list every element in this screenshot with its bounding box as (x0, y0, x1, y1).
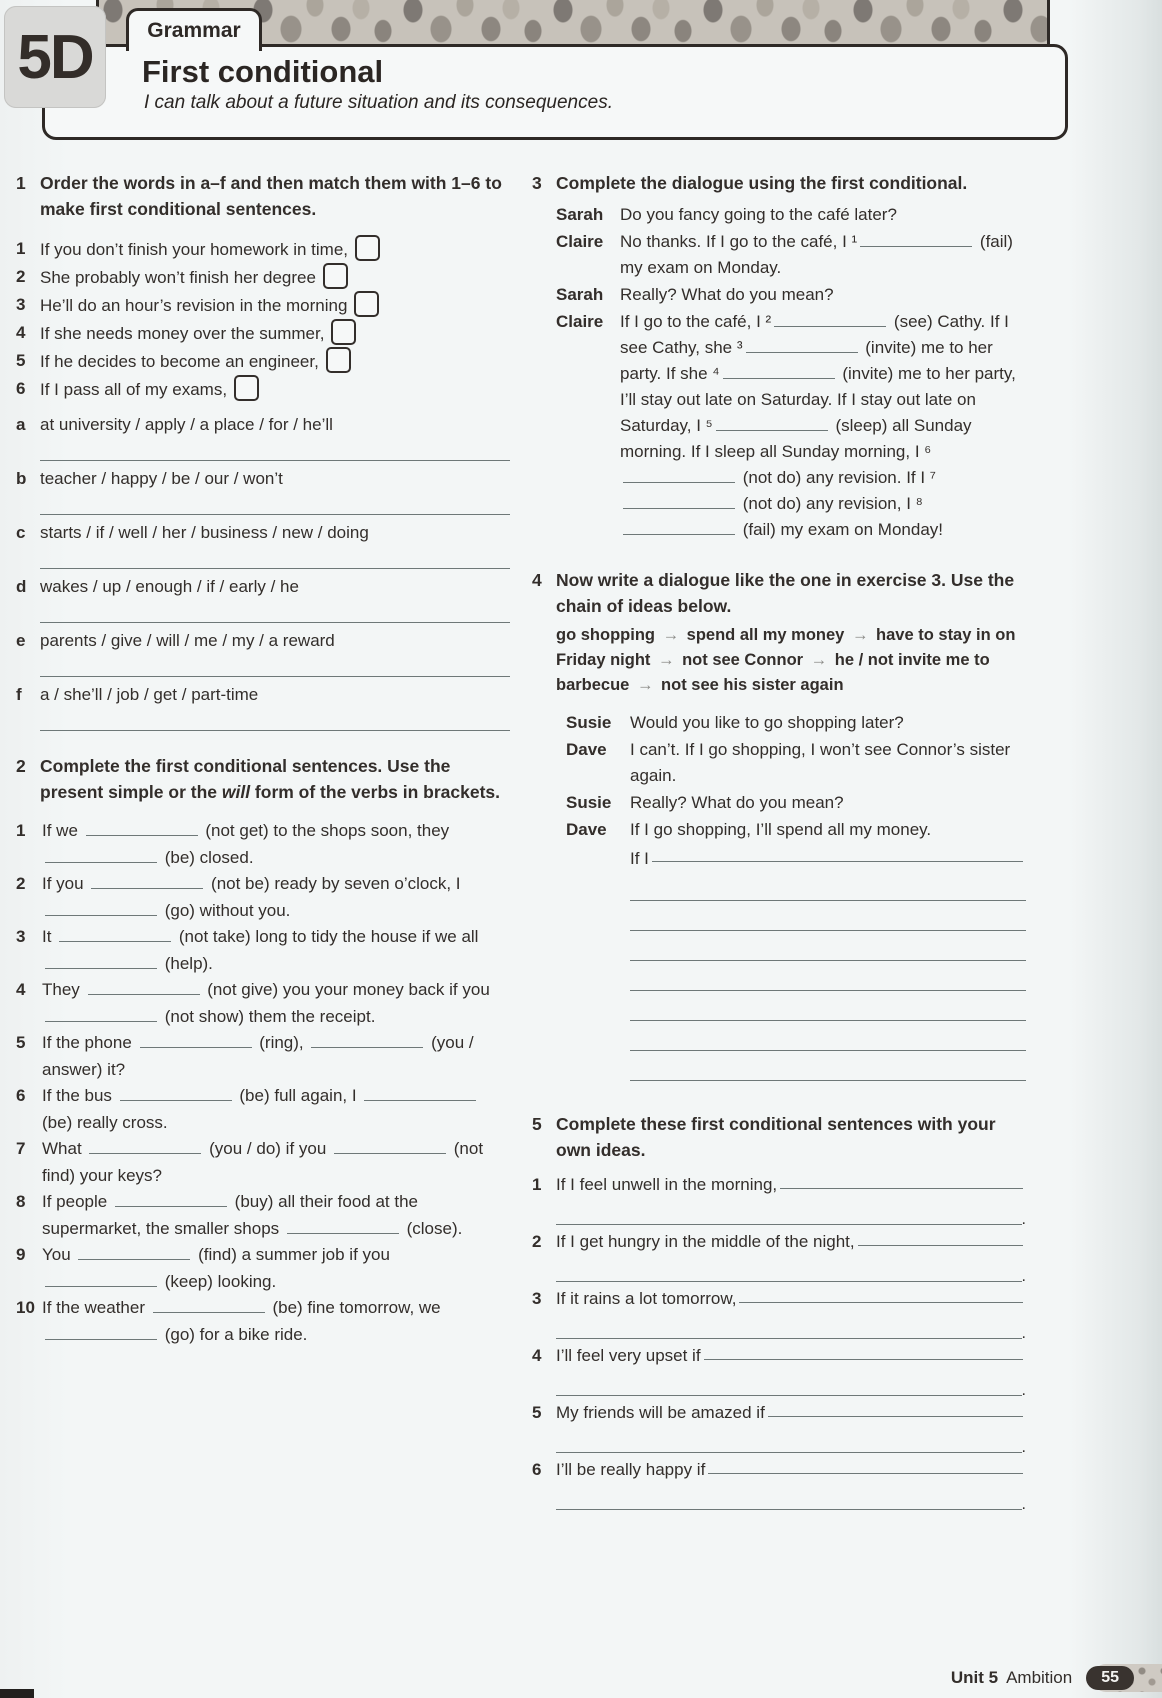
item-text (40, 375, 510, 403)
left-column (16, 170, 510, 1348)
gap-fill-item (16, 1083, 510, 1136)
match-item (16, 375, 510, 403)
scrambled-words: parents / give / will / me / my / a reward (40, 631, 335, 650)
gap-fill-item (16, 1295, 510, 1348)
fill-in-blank[interactable] (780, 1171, 1023, 1189)
right-column (532, 170, 1026, 1513)
item-letter: b (16, 469, 27, 488)
item-number: 3 (532, 1289, 542, 1308)
item-first-line (532, 1228, 1026, 1255)
instr-post: form of the verbs in brackets. (250, 782, 500, 802)
item-number: 7 (16, 1139, 26, 1158)
writing-first-line (630, 847, 1026, 871)
dialogue-turn (556, 309, 1026, 543)
answer-box[interactable] (354, 291, 379, 317)
item-text: You (find) a summer job if you (keep) looking. (42, 1245, 390, 1291)
fill-in-blank[interactable] (45, 954, 157, 969)
scramble-wrap (40, 519, 510, 573)
writing-line[interactable] (630, 961, 1026, 991)
scrambled-item (16, 573, 510, 627)
item-number: 6 (16, 1086, 26, 1105)
line-end-period: . (1021, 1211, 1026, 1228)
item-number: 1 (16, 821, 26, 840)
item-second-line (556, 1198, 1026, 1228)
item-text: If the weather (be) fine tomorrow, we (go) for a bike ride. (42, 1298, 441, 1344)
speech-text: If I go to the café, I ² (see) Cathy. If I see Cathy, she ³ (invite) me to her party. If she ⁴ (invite) me to her party, I’ll stay out late on Saturday. If I stay out late on Saturday, I ⁵ (sleep) all Sunday morning. If I sleep all Sunday morning, I ⁶ (not do) any revision. If I ⁷ (not do) any revision, I ⁸ (fail) my exam on Monday! (620, 312, 1016, 539)
item-first-line (532, 1456, 1026, 1483)
item-number: 1 (16, 239, 26, 258)
exercise-2 (16, 753, 510, 1348)
line-end-period: . (1021, 1382, 1026, 1399)
fill-in-blank[interactable] (716, 416, 828, 431)
scrambled-items (16, 411, 510, 735)
dialogue (566, 710, 1026, 843)
item-number: 6 (532, 1460, 542, 1479)
fill-in-blank[interactable] (746, 338, 858, 353)
fill-in-blank[interactable] (89, 1139, 201, 1154)
page-number-badge: 55 (1086, 1666, 1134, 1690)
item-text (40, 235, 510, 263)
speech-text: I can’t. If I go shopping, I won’t see Connor’s sister again. (630, 740, 1011, 785)
answer-line[interactable] (40, 600, 510, 623)
dialogue-turn (566, 710, 1026, 736)
item-text (40, 347, 510, 375)
sentence-start: If she needs money over the summer, (40, 324, 325, 343)
sentence-start: My friends will be amazed if (556, 1403, 765, 1422)
item-letter: f (16, 685, 22, 704)
answer-line[interactable] (556, 1508, 1022, 1510)
dialogue-turn (566, 817, 1026, 843)
item-second-line (556, 1483, 1026, 1513)
writing-area (630, 847, 1026, 1081)
item-number: 8 (16, 1192, 26, 1211)
match-item (16, 347, 510, 375)
answer-line[interactable] (40, 654, 510, 677)
fill-in-blank[interactable] (723, 364, 835, 379)
item-number: 5 (16, 1033, 26, 1052)
writing-line[interactable] (630, 871, 1026, 901)
fill-in-blank[interactable] (91, 874, 203, 889)
scrambled-words: wakes / up / enough / if / early / he (40, 577, 299, 596)
fill-in-blank[interactable] (768, 1399, 1023, 1417)
speech-text: If I go shopping, I’ll spend all my money. (630, 820, 932, 839)
section-tab-label: Grammar (147, 19, 241, 42)
exercise-instructions: Complete these first conditional sentences with your own ideas. (556, 1114, 996, 1160)
own-ideas-item (532, 1399, 1026, 1456)
item-number: 2 (16, 267, 26, 286)
fill-in-blank[interactable] (652, 847, 1023, 862)
match-item (16, 263, 510, 291)
line-end-period: . (1021, 1325, 1026, 1342)
fill-in-blank[interactable] (708, 1456, 1023, 1474)
exercise-5 (532, 1111, 1026, 1513)
scrambled-words: a / she’ll / job / get / part-time (40, 685, 259, 704)
instr-italic-word: will (221, 782, 251, 802)
fill-in-blank[interactable] (115, 1192, 227, 1207)
answer-line[interactable] (40, 438, 510, 461)
fill-in-blank[interactable] (623, 494, 735, 509)
exercise-number: 4 (532, 570, 542, 590)
item-second-line (556, 1426, 1026, 1456)
dialogue-turn (556, 229, 1026, 281)
item-number: 1 (532, 1175, 542, 1194)
scramble-wrap (40, 573, 510, 627)
fill-in-blank[interactable] (623, 468, 735, 483)
sentence-start: I’ll feel very upset if (556, 1346, 701, 1365)
answer-line[interactable] (556, 1223, 1022, 1225)
gap-fill-item (16, 1189, 510, 1242)
item-number: 4 (16, 323, 26, 342)
exercise-instructions (40, 753, 510, 805)
unit-code: 5D (17, 22, 93, 92)
scrambled-item (16, 465, 510, 519)
own-ideas-item (532, 1228, 1026, 1285)
item-text: They (not give) you your money back if you (not show) them the receipt. (42, 980, 490, 1026)
writing-lead: If I (630, 849, 649, 868)
item-second-line (556, 1255, 1026, 1285)
speaker-name: Susie (566, 713, 612, 732)
own-ideas-item (532, 1285, 1026, 1342)
answer-box[interactable] (234, 375, 259, 401)
arrow-icon: → (662, 626, 680, 644)
writing-line[interactable] (630, 1051, 1026, 1081)
exercise-instructions: Complete the dialogue using the first conditional. (556, 173, 968, 193)
item-text: What (you / do) if you (not find) your keys? (42, 1139, 484, 1185)
item-letter: d (16, 577, 27, 596)
sentence-start: If I feel unwell in the morning, (556, 1175, 778, 1194)
item-text (40, 291, 510, 319)
fill-in-blank[interactable] (364, 1086, 476, 1101)
dialogue-turn (566, 790, 1026, 816)
footer-unit-label: Unit 5 (950, 1668, 999, 1687)
arrow-icon: → (636, 676, 654, 694)
speaker-name: Claire (556, 232, 604, 251)
item-number: 5 (532, 1403, 542, 1422)
item-number: 6 (16, 379, 26, 398)
fill-in-blank[interactable] (120, 1086, 232, 1101)
item-number: 2 (532, 1232, 542, 1251)
speech-text: No thanks. If I go to the café, I ¹ (fail) my exam on Monday. (620, 232, 1013, 277)
fill-in-blank[interactable] (858, 1228, 1023, 1246)
dialogue-turn (566, 737, 1026, 789)
dialogue-turn (556, 282, 1026, 308)
answer-box[interactable] (331, 319, 356, 345)
item-number: 2 (16, 874, 26, 893)
item-text (40, 319, 510, 347)
unit-code-tab (4, 6, 106, 108)
scrambled-item (16, 627, 510, 681)
fill-in-blank[interactable] (739, 1285, 1023, 1303)
exercise-number: 5 (532, 1114, 542, 1134)
exercise-4 (532, 567, 1026, 1081)
exercise-number: 2 (16, 756, 26, 776)
exercise-instructions: Now write a dialogue like the one in exercise 3. Use the chain of ideas below. (556, 570, 1015, 616)
item-first-line (532, 1399, 1026, 1426)
item-number: 9 (16, 1245, 26, 1264)
own-ideas-item (532, 1456, 1026, 1513)
sentence-start: She probably won’t finish her degree (40, 268, 316, 287)
sentence-start: If I get hungry in the middle of the night, (556, 1232, 855, 1251)
fill-in-blank[interactable] (311, 1033, 423, 1048)
answer-line[interactable] (40, 708, 510, 731)
item-number: 3 (16, 927, 26, 946)
sentence-start: If I pass all of my exams, (40, 380, 228, 399)
scramble-wrap (40, 411, 510, 465)
sentence-start: If you don’t finish your homework in time, (40, 240, 349, 259)
gap-fill-item (16, 871, 510, 924)
gap-fill-item (16, 1242, 510, 1295)
page-footer (951, 1666, 1134, 1690)
match-item (16, 319, 510, 347)
fill-in-blank[interactable] (153, 1298, 265, 1313)
speech-text: Really? What do you mean? (620, 285, 834, 304)
gap-fill-item (16, 1136, 510, 1189)
sentence-start: I’ll be really happy if (556, 1460, 706, 1479)
speaker-name: Claire (556, 312, 604, 331)
item-text: If the phone (ring), (you / answer) it? (42, 1033, 474, 1079)
answer-line[interactable] (40, 492, 510, 515)
speaker-name: Sarah (556, 285, 604, 304)
fill-in-blank[interactable] (774, 312, 886, 327)
instr-pre: Complete the first conditional sentences. Use the present simple or the (40, 756, 451, 802)
scrambled-item (16, 519, 510, 573)
fill-in-blank[interactable] (45, 1272, 157, 1287)
gap-fill-items (16, 818, 510, 1348)
item-text: If people (buy) all their food at the supermarket, the smaller shops (close). (42, 1192, 463, 1238)
fill-in-blank[interactable] (45, 848, 157, 863)
gap-fill-item (16, 1030, 510, 1083)
answer-line[interactable] (556, 1451, 1022, 1453)
fill-in-blank[interactable] (704, 1342, 1023, 1360)
speech-text: Really? What do you mean? (630, 793, 844, 812)
own-ideas-item (532, 1342, 1026, 1399)
item-letter: c (16, 523, 26, 542)
chain-of-ideas: go shopping → spend all my money → have to stay in on Friday night → not see Connor → he / not invite me to barbecue → not see his sister again (556, 626, 1016, 694)
fill-in-blank[interactable] (334, 1139, 446, 1154)
fill-in-blank[interactable] (45, 1325, 157, 1340)
own-ideas-item (532, 1171, 1026, 1228)
gap-fill-item (16, 818, 510, 871)
footer-unit-name: Ambition (1006, 1668, 1073, 1687)
exercise-number: 1 (16, 173, 26, 193)
item-text (40, 263, 510, 291)
gap-fill-item (16, 924, 510, 977)
fill-in-blank[interactable] (45, 1007, 157, 1022)
sentence-start: If it rains a lot tomorrow, (556, 1289, 737, 1308)
dialogue (556, 202, 1026, 543)
match-item (16, 291, 510, 319)
scramble-wrap (40, 627, 510, 681)
fill-in-blank[interactable] (860, 232, 972, 247)
section-tab (126, 8, 262, 51)
scrambled-words: teacher / happy / be / our / won’t (40, 469, 283, 488)
item-first-line (532, 1342, 1026, 1369)
dialogue-turn (556, 202, 1026, 228)
gap-fill-item (16, 977, 510, 1030)
item-number: 3 (16, 295, 26, 314)
item-number: 4 (532, 1346, 542, 1365)
answer-box[interactable] (355, 235, 380, 261)
fill-in-blank[interactable] (88, 980, 200, 995)
item-text: If the bus (be) full again, I (be) really cross. (42, 1083, 510, 1136)
scramble-wrap (40, 681, 510, 735)
can-do-statement: I can talk about a future situation and its consequences. (144, 92, 613, 113)
item-text: If you (not be) ready by seven o’clock, I (go) without you. (42, 874, 461, 920)
speech-text: Do you fancy going to the café later? (620, 205, 897, 224)
answer-line[interactable] (556, 1394, 1022, 1396)
item-second-line (556, 1312, 1026, 1342)
line-end-period: . (1021, 1496, 1026, 1513)
sentence-start: If he decides to become an engineer, (40, 352, 319, 371)
fill-in-blank[interactable] (86, 821, 198, 836)
writing-line[interactable] (630, 931, 1026, 961)
speaker-name: Susie (566, 793, 612, 812)
arrow-icon: → (658, 651, 675, 669)
line-end-period: . (1021, 1268, 1026, 1285)
item-letter: e (16, 631, 26, 650)
item-first-line (532, 1285, 1026, 1312)
item-number: 5 (16, 351, 26, 370)
answer-line[interactable] (40, 546, 510, 569)
answer-box[interactable] (326, 347, 351, 373)
match-items (16, 235, 510, 403)
writing-lines (630, 871, 1026, 1081)
speaker-name: Sarah (556, 205, 604, 224)
writing-line[interactable] (630, 1021, 1026, 1051)
writing-line[interactable] (630, 901, 1026, 931)
item-letter: a (16, 415, 26, 434)
item-number: 10 (16, 1298, 35, 1317)
fill-in-blank[interactable] (59, 927, 171, 942)
item-text: It (not take) long to tidy the house if we all (help). (42, 927, 479, 973)
speaker-name: Dave (566, 820, 607, 839)
scramble-wrap (40, 465, 510, 519)
exercise-3 (532, 170, 1026, 543)
sentence-start: He’ll do an hour’s revision in the morning (40, 296, 348, 315)
item-first-line (532, 1171, 1026, 1198)
fill-in-blank[interactable] (287, 1219, 399, 1234)
exercise-instructions: Order the words in a–f and then match them with 1–6 to make first conditional sentences. (40, 173, 502, 219)
scrambled-words: at university / apply / a place / for / he’ll (40, 415, 333, 434)
scan-edge-bar (0, 1689, 34, 1698)
scrambled-words: starts / if / well / her / business / new / doing (40, 523, 369, 542)
exercise-1 (16, 170, 510, 735)
answer-line[interactable] (556, 1280, 1022, 1282)
own-ideas-items (532, 1171, 1026, 1513)
item-text: If we (not get) to the shops soon, they (be) closed. (42, 821, 450, 867)
fill-in-blank[interactable] (78, 1245, 190, 1260)
speaker-name: Dave (566, 740, 607, 759)
arrow-icon: → (851, 626, 869, 644)
item-number: 4 (16, 980, 26, 999)
scrambled-item (16, 411, 510, 465)
answer-box[interactable] (323, 263, 348, 289)
fill-in-blank[interactable] (45, 901, 157, 916)
line-end-period: . (1021, 1439, 1026, 1456)
arrow-icon: → (810, 651, 828, 669)
fill-in-blank[interactable] (140, 1033, 252, 1048)
exercise-number: 3 (532, 173, 542, 193)
item-second-line (556, 1369, 1026, 1399)
match-item (16, 235, 510, 263)
fill-in-blank[interactable] (623, 520, 735, 535)
answer-line[interactable] (556, 1337, 1022, 1339)
scrambled-item (16, 681, 510, 735)
speech-text: Would you like to go shopping later? (630, 713, 904, 732)
writing-line[interactable] (630, 991, 1026, 1021)
lesson-title: First conditional (142, 54, 384, 89)
